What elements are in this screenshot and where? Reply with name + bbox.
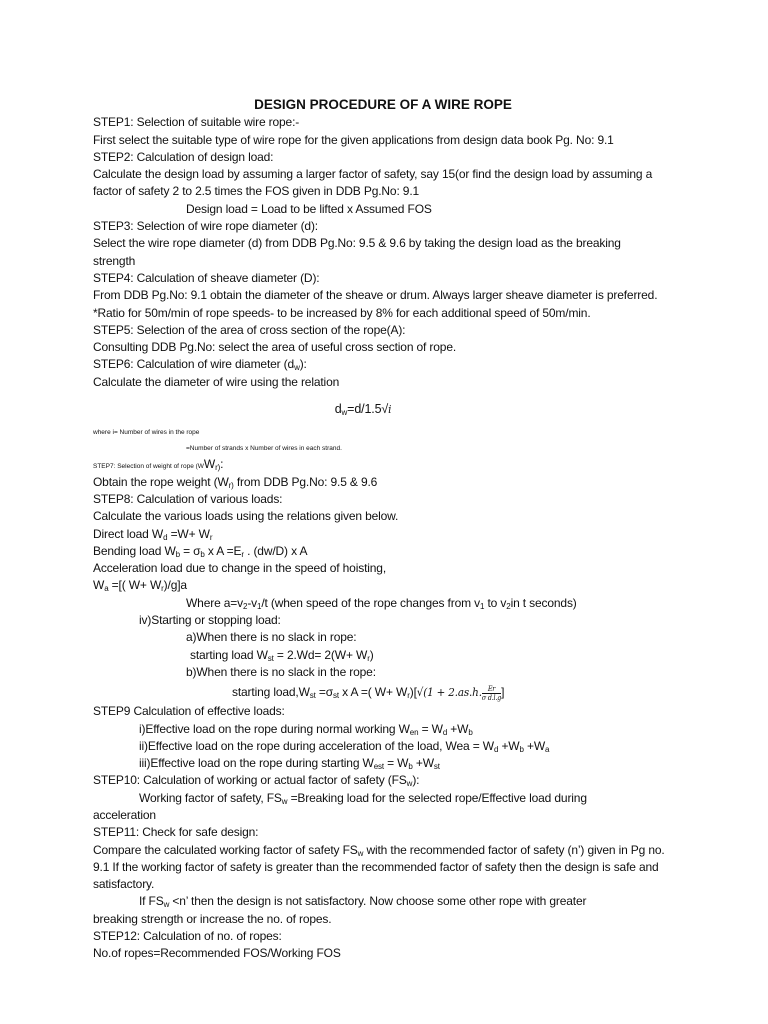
step11-text: Compare the calculated working factor of safety $FS_w$ with the recommended factor of safety (n’) given in Pg no. 9.1 If the working factor of safety is greater than the recommended factor of safety then the design is safe and satisfactory. bbox=[93, 842, 665, 892]
step6-where-1: where i= Number of wires in the rope bbox=[93, 429, 200, 437]
starting-load-heading: iv)Starting or stopping load: bbox=[139, 613, 281, 628]
step1-text: First select the suitable type of wire rope for the given applications from design data book Pg. No: 9.1 bbox=[93, 132, 614, 147]
step4-heading: STEP4: Calculation of sheave diameter (D): bbox=[93, 270, 320, 285]
step12-text: No.of ropes=Recommended FOS/Working FOS bbox=[93, 946, 341, 961]
step11-note: If $FS_w <n$’ then the design is not satisfactory. Now choose some other rope with greater bbox=[139, 894, 587, 910]
case-b-formula: starting $load,W_{st} =\sigma_{st}$ x A =( $W+ W_r)[√(1 + 2.as.h$. $\frac{Er}{\text{σ d.l.g}}$ ] bbox=[232, 684, 505, 702]
step2-text: Calculate the design load by assuming a larger factor of safety, say 15(or find the design load by assuming a factor of safety 2 to 2.5 times the FOS given in DDB Pg.No: 9.1 bbox=[93, 167, 653, 199]
acceleration-where: Where $a=v_2-v_1/t$ (when speed of the rope changes from $v_1$ to $v_2in$ t seconds) bbox=[186, 595, 577, 611]
document-page bbox=[93, 96, 673, 963]
step2-formula: Design load = Load to be lifted x Assumed FOS bbox=[186, 201, 432, 216]
wire-diameter-formula: $d_w=d/1.5√i$ bbox=[334, 402, 392, 418]
step1-heading: STEP1: Selection of suitable wire rope:- bbox=[93, 115, 300, 130]
step10-heading: STEP10: Calculation of working or actual factor of safety $(FS_w)$: bbox=[93, 773, 420, 789]
step10-text: Working factor of safety, $FS_w$ =Breaking load for the selected rope/Effective load during bbox=[139, 790, 587, 806]
effective-load-starting: iii)Effective load on the rope during starting $W_{est} = W_b +W_{st}$ bbox=[139, 756, 440, 772]
step9-heading: STEP9 Calculation of effective loads: bbox=[93, 704, 285, 719]
step6-heading: STEP6: Calculation of wire diameter $(d_w)$: bbox=[93, 357, 307, 373]
direct-load: Direct load $W_d =W+ W_r$ bbox=[93, 526, 213, 542]
step7-heading: STEP7: Selection of weight of rope ($WW_{r)}$: bbox=[93, 457, 224, 473]
step2-heading: STEP2: Calculation of design load: bbox=[93, 149, 274, 164]
document-title: DESIGN PROCEDURE OF A WIRE ROPE bbox=[254, 97, 512, 112]
case-a-formula: starting load $W_{st} = 2.Wd= 2(W+ W_r)$ bbox=[190, 647, 374, 663]
effective-load-normal: i)Effective load on the rope during normal working $W_{en} = W_d +W_b$ bbox=[139, 721, 473, 737]
acceleration-text: Acceleration load due to change in the speed of hoisting, bbox=[93, 561, 386, 576]
step5-text: Consulting DDB Pg.No: select the area of useful cross section of rope. bbox=[93, 340, 457, 355]
step12-heading: STEP12: Calculation of no. of ropes: bbox=[93, 929, 282, 944]
step3-text: Select the wire rope diameter (d) from DDB Pg.No: 9.5 & 9.6 by taking the design load as the breaking strength bbox=[93, 236, 621, 268]
step11-heading: STEP11: Check for safe design: bbox=[93, 825, 259, 840]
step8-text: Calculate the various loads using the relations given below. bbox=[93, 509, 399, 524]
step4-note: *Ratio for 50m/min of rope speeds- to be increased by 8% for each additional speed of 50m/min. bbox=[93, 305, 591, 320]
step8-heading: STEP8: Calculation of various loads: bbox=[93, 491, 283, 506]
step6-text: Calculate the diameter of wire using the relation bbox=[93, 374, 340, 389]
step7-text: Obtain the rope weight ($W_{r)}$ from DDB Pg.No: 9.5 & 9.6 bbox=[93, 474, 378, 490]
case-b-heading: b)When there is no slack in the rope: bbox=[186, 664, 376, 679]
step4-text: From DDB Pg.No: 9.1 obtain the diameter of the sheave or drum. Always larger sheave diameter is preferred. bbox=[93, 288, 658, 303]
step11-note-cont: breaking strength or increase the no. of ropes. bbox=[93, 911, 332, 926]
bending-load: Bending load $W_b = \sigma_b$ x $A =E_r$ . (dw/D) x A bbox=[93, 543, 308, 559]
step3-heading: STEP3: Selection of wire rope diameter (d): bbox=[93, 219, 318, 234]
case-a-heading: a)When there is no slack in rope: bbox=[186, 630, 357, 645]
step10-text-cont: acceleration bbox=[93, 807, 156, 822]
step6-where-2: =Number of strands x Number of wires in each strand. bbox=[186, 445, 342, 453]
effective-load-acceleration: ii)Effective load on the rope during acceleration of the load, Wea = $W_d +W_b +W_a$ bbox=[139, 738, 550, 754]
step5-heading: STEP5: Selection of the area of cross section of the rope(A): bbox=[93, 322, 406, 337]
acceleration-load: $W_a$ =[( $W+ W_r)/g]a$ bbox=[93, 578, 187, 594]
